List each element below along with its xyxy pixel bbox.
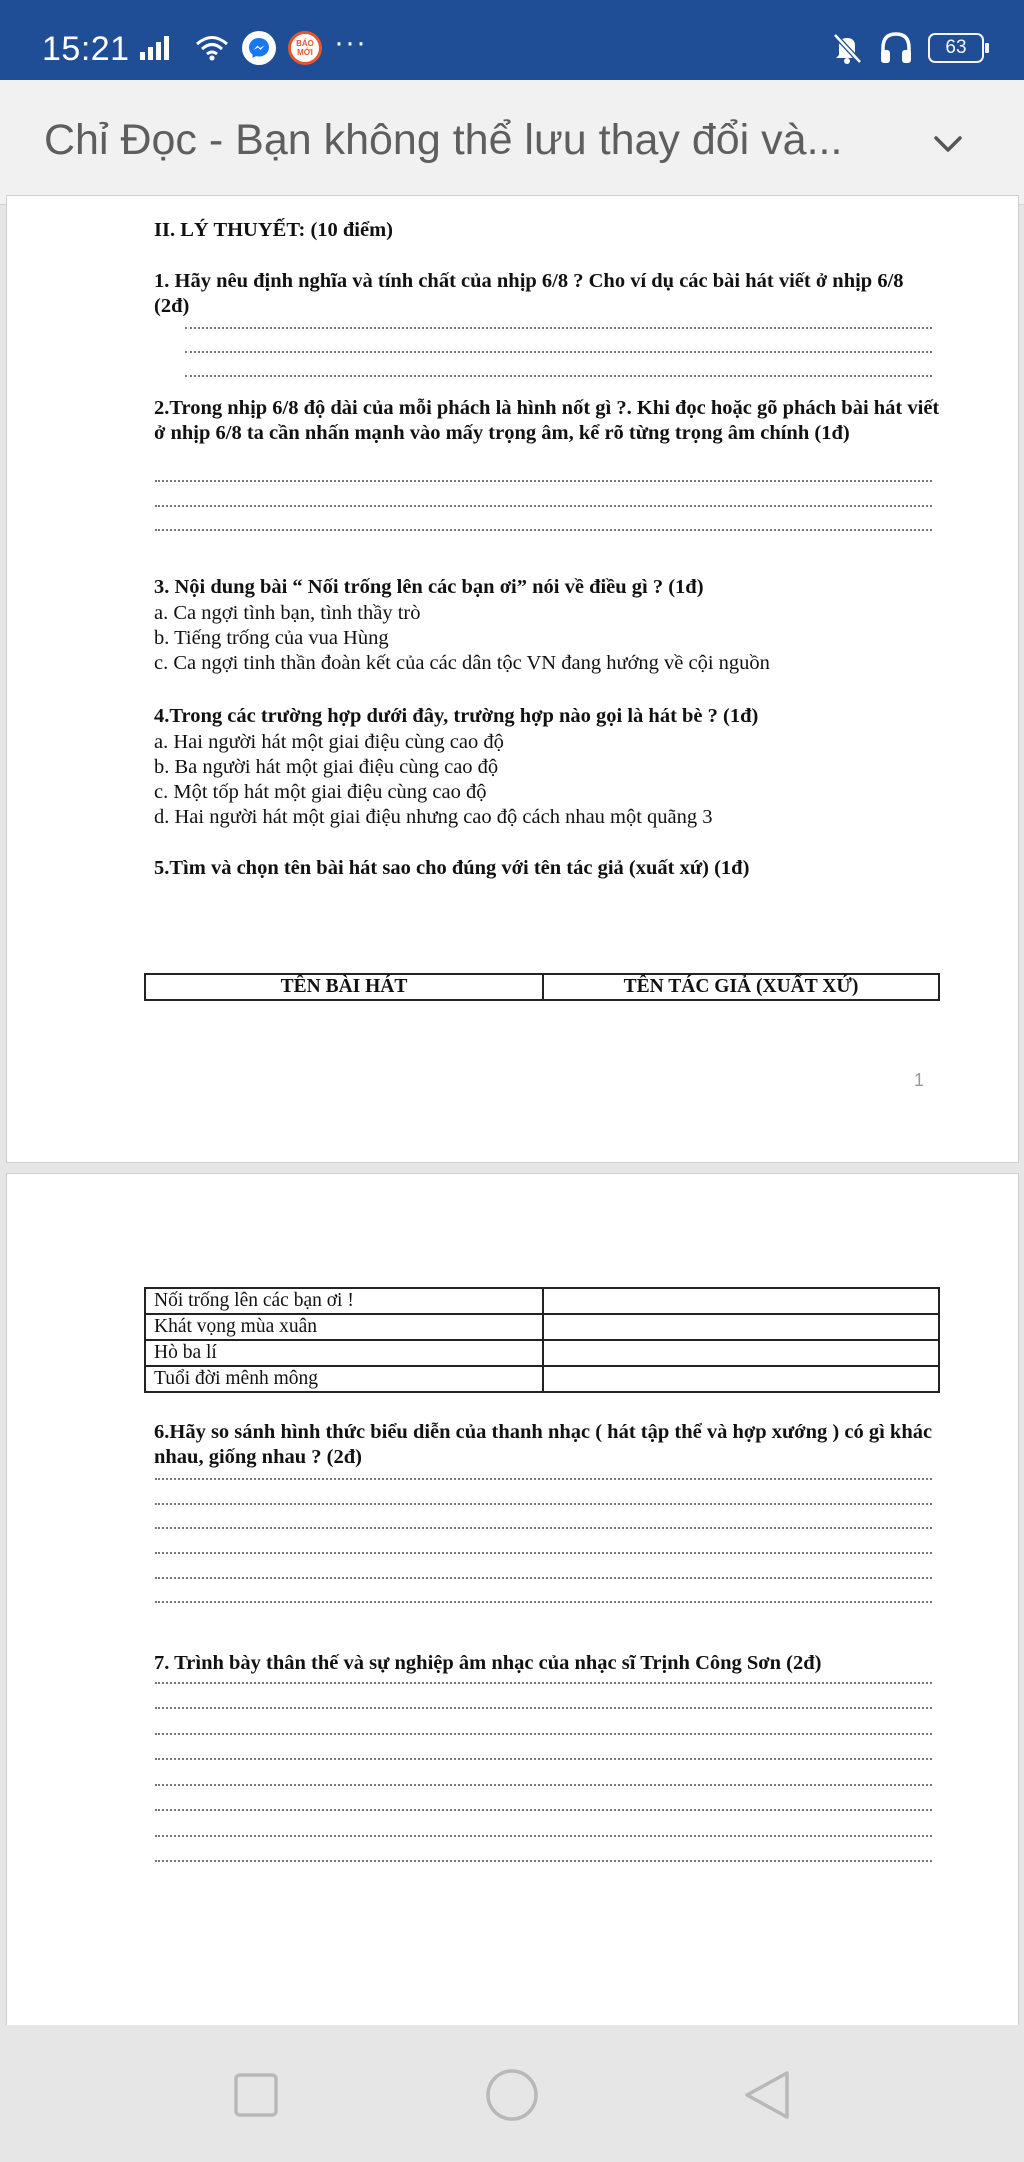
answer-line — [155, 1860, 932, 1862]
home-button[interactable] — [482, 2065, 542, 2125]
question-7: 7. Trình bày thân thế và sự nghiệp âm nhạc của nhạc sĩ Trịnh Công Sơn (2đ) — [154, 1652, 822, 1674]
author-cell — [543, 1366, 939, 1392]
answer-line — [155, 1733, 932, 1735]
status-time: 15:21 — [42, 30, 130, 68]
read-only-banner[interactable]: Chỉ Đọc - Bạn không thể lưu thay đổi và... — [44, 116, 843, 164]
answer-line — [155, 1601, 932, 1603]
answer-line — [155, 1707, 932, 1709]
author-cell — [543, 1288, 939, 1314]
signal-icon — [138, 34, 182, 62]
question-3: 3. Nội dung bài “ Nối trống lên các bạn ơi” nói về điều gì ? (1đ) — [154, 576, 704, 598]
answer-line — [185, 375, 932, 377]
table-row — [145, 1314, 939, 1340]
match-table — [144, 1287, 940, 1393]
song-cell: Khát vọng mùa xuân — [145, 1314, 543, 1340]
more-notifications-icon: ··· — [334, 26, 367, 59]
q3-option-b: b. Tiếng trống của vua Hùng — [154, 627, 389, 649]
q4-option-c: c. Một tốp hát một giai điệu cùng cao độ — [154, 781, 487, 803]
song-cell: Nối trống lên các bạn ơi ! — [145, 1288, 543, 1314]
document-viewer[interactable] — [0, 205, 1024, 2025]
match-table-header — [144, 973, 940, 1001]
song-cell: Tuổi đời mênh mông — [145, 1366, 543, 1392]
status-right-icons — [830, 28, 984, 68]
table-row — [145, 1288, 939, 1314]
q4-option-d: d. Hai người hát một giai điệu nhưng cao độ cách nhau một quãng 3 — [154, 806, 713, 828]
q3-option-c: c. Ca ngợi tinh thần đoàn kết của các dân tộc VN đang hướng về cội nguồn — [154, 652, 770, 674]
col-header-author: TÊN TÁC GIẢ (XUẤT XỨ) — [543, 974, 939, 1000]
answer-line — [155, 1758, 932, 1760]
answer-line — [155, 1503, 932, 1505]
document-page-1 — [6, 195, 1019, 1163]
status-left-icons — [138, 28, 367, 68]
page-number: 1 — [913, 1070, 924, 1090]
answer-line — [155, 505, 932, 507]
answer-line — [155, 1478, 932, 1480]
answer-line — [155, 1552, 932, 1554]
answer-line — [155, 480, 932, 482]
back-button[interactable] — [738, 2065, 798, 2125]
col-header-song: TÊN BÀI HÁT — [145, 974, 543, 1000]
question-6: 6.Hãy so sánh hình thức biểu diễn của thanh nhạc ( hát tập thể và hợp xướng ) có gì khác nhau, giống nhau ? (2đ) — [154, 1421, 933, 1468]
q3-option-a: a. Ca ngợi tình bạn, tình thầy trò — [154, 602, 421, 624]
wifi-icon — [194, 33, 230, 63]
document-page-2 — [6, 1173, 1019, 2053]
recents-button[interactable] — [226, 2065, 286, 2125]
author-cell — [543, 1340, 939, 1366]
song-cell: Hò ba lí — [145, 1340, 543, 1366]
battery-icon: 63 — [928, 33, 984, 63]
section-title: II. LÝ THUYẾT: (10 điểm) — [154, 219, 393, 241]
document-header — [0, 80, 1024, 205]
messenger-icon — [242, 31, 276, 65]
table-row — [145, 1340, 939, 1366]
answer-line — [155, 1527, 932, 1529]
answer-line — [185, 327, 932, 329]
q4-option-b: b. Ba người hát một giai điệu cùng cao độ — [154, 756, 499, 778]
q4-option-a: a. Hai người hát một giai điệu cùng cao độ — [154, 731, 504, 753]
bao-moi-icon: BÁO MỚI — [288, 31, 322, 65]
answer-line — [185, 351, 932, 353]
answer-line — [155, 1577, 932, 1579]
status-bar — [0, 0, 1024, 80]
question-2: 2.Trong nhịp 6/8 độ dài của mỗi phách là hình nốt gì ?. Khi đọc hoặc gõ phách bài hát viết ở nhịp 6/8 ta cần nhấn mạnh vào mấy trọng âm, kể rõ từng trọng âm chính (1đ) — [154, 397, 940, 444]
answer-line — [155, 1835, 932, 1837]
question-1: 1. Hãy nêu định nghĩa và tính chất của nhịp 6/8 ? Cho ví dụ các bài hát viết ở nhịp 6/8 (2đ) — [154, 270, 904, 317]
table-row — [145, 1366, 939, 1392]
question-4: 4.Trong các trường hợp dưới đây, trường hợp nào gọi là hát bè ? (1đ) — [154, 705, 759, 727]
answer-line — [155, 1682, 932, 1684]
headphones-icon — [878, 30, 914, 66]
navigation-bar — [0, 2025, 1024, 2162]
answer-line — [155, 1784, 932, 1786]
question-5: 5.Tìm và chọn tên bài hát sao cho đúng với tên tác giả (xuất xứ) (1đ) — [154, 857, 750, 879]
mute-icon — [830, 31, 864, 65]
chevron-down-icon[interactable] — [928, 124, 968, 164]
author-cell — [543, 1314, 939, 1340]
answer-line — [155, 1809, 932, 1811]
answer-line — [155, 529, 932, 531]
